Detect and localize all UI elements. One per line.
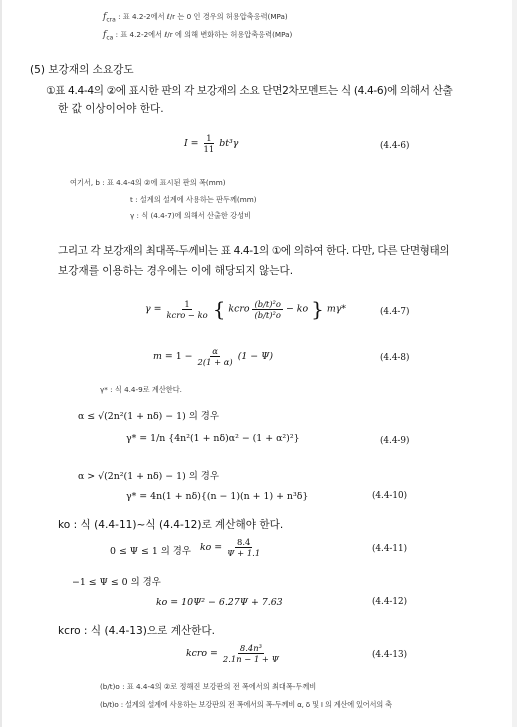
equation-4-4-7 [145,297,346,321]
case2-number: (4.4-10) [372,491,408,501]
eq7-inner-den: (b/t)²o [254,309,281,320]
eq12-number: (4.4-12) [372,597,408,607]
eq7-lhs: γ = [145,303,162,315]
def-fca [103,30,292,41]
eq11-num: 8.4 [237,537,251,547]
eq8-one: 1 − [175,351,193,362]
gamma-star-note: γ* : 식 4.4-9로 계산한다. [100,385,182,394]
eq6-number: (4.4-6) [380,141,410,151]
eq7-inner-fraction [252,299,282,320]
where6-t: t : 설계의 설계에 사용하는 판두께(mm) [130,195,257,204]
ko-definition: ko : 식 (4.4-11)~식 (4.4-12)로 계산해야 한다. [58,519,284,531]
fcra-subscript: cra [106,16,116,24]
equation-4-4-13 [186,643,281,664]
where6-gamma: γ : 식 (4.4-7)에 의해서 산출한 강성비 [130,211,251,220]
eq6-rhs: bt³γ [219,138,239,149]
eq12-condition: −1 ≤ Ψ ≤ 0 의 경우 [72,577,161,588]
case1-number: (4.4-9) [380,436,410,446]
eq8-den: 2(1 + α) [197,357,233,367]
eq6-fraction [202,133,217,154]
eq11-lhs: ko = [200,542,223,553]
def-fcra [103,12,288,23]
eq7-fraction [164,299,209,320]
equation-4-4-12: ko = 10Ψ² − 6.27Ψ + 7.63 [156,597,283,608]
eq13-den: 2.1n − 1 + Ψ [222,654,279,664]
eq8-tail: (1 − Ψ) [237,351,274,362]
equation-4-4-11 [200,537,262,558]
def-bt-max: (b/t)o : 표 4.4-4의 ②로 정해진 보강판의 전 폭에서의 최대폭-두께비 [100,682,317,691]
equation-4-4-8 [153,346,273,367]
case1-condition: α ≤ √(2n²(1 + nδ) − 1) 의 경우 [78,411,219,422]
para2-line2: 보강재를 이용하는 경우에는 이에 해당되지 않는다. [58,265,294,277]
eq11-den: Ψ + 1.1 [227,548,261,558]
fcra-text: : 표 4.2-2에서 ℓ/r 는 0 인 경우의 허용압축응력(MPa) [118,12,288,21]
page-left-edge [0,0,2,727]
eq13-lhs: kcro = [186,648,218,659]
eq13-fraction [221,643,281,664]
eq11-fraction [225,537,262,558]
case2-condition: α > √(2n²(1 + nδ) − 1) 의 경우 [78,471,219,482]
eq6-den: 11 [203,144,215,154]
eq7-num: 1 [184,298,190,309]
page-right-edge [512,0,517,727]
def-bt-design: (b/t)o : 설계의 설계에 사용하는 보강판의 전 폭에서의 폭-두께비 α, δ 및 I 의 계산에 있어서의 축 [100,700,392,709]
eq8-number: (4.4-8) [380,353,410,363]
fca-subscript: ca [106,34,114,42]
fca-symbol: f [103,30,107,40]
eq6-lhs: I = [184,138,199,149]
eq11-condition: 0 ≤ Ψ ≤ 1 의 경우 [110,546,191,557]
fcra-symbol: f [103,12,107,22]
eq8-fraction [196,346,235,367]
para1-line2: 한 값 이상이어야 한다. [58,103,164,115]
fca-text: : 표 4.2-2에서 ℓ/r 에 의해 변화하는 허용압축응력(MPa) [115,30,293,39]
eq11-number: (4.4-11) [372,544,408,554]
para2-line1: 그리고 각 보강재의 최대폭-두께비는 표 4.4-1의 ①에 의하여 한다. 다만, 다른 단면형태의 [58,245,450,257]
eq7-inner-num: (b/t)²o [254,298,281,309]
case2-equation: γ* = 4n(1 + nδ){(n − 1)(n + 1) + n³δ} [126,491,309,502]
eq6-num: 1 [206,133,212,143]
para1-line1: ①표 4.4-4의 ②에 표시한 판의 각 보강재의 소요 단면2차모멘트는 식 (4.4-6)에 의해서 산출 [46,85,453,97]
eq7-brace-pre: kcro [228,303,250,315]
section-heading: (5) 보강재의 소요강도 [30,64,134,76]
eq7-brace-post: − ko [285,303,309,315]
eq7-den: kcro − ko [166,309,208,320]
eq7-brace-close: } [311,297,324,321]
where6-b: 여기서, b : 표 4.4-4의 ②에 표시된 판의 폭(mm) [70,178,226,187]
eq7-tail: mγ* [326,303,346,315]
eq8-num: α [212,346,218,356]
eq8-lhs: m = [153,351,173,362]
eq13-number: (4.4-13) [372,650,408,660]
case1-equation: γ* = 1/n {4n²(1 + nδ)α² − (1 + α²)²} [126,433,300,444]
kcro-definition: kcro : 식 (4.4-13)으로 계산한다. [58,625,216,637]
eq13-num: 8.4n³ [239,643,262,653]
equation-4-4-6 [184,133,238,154]
eq7-number: (4.4-7) [380,307,410,317]
eq7-brace-open: { [212,297,226,321]
